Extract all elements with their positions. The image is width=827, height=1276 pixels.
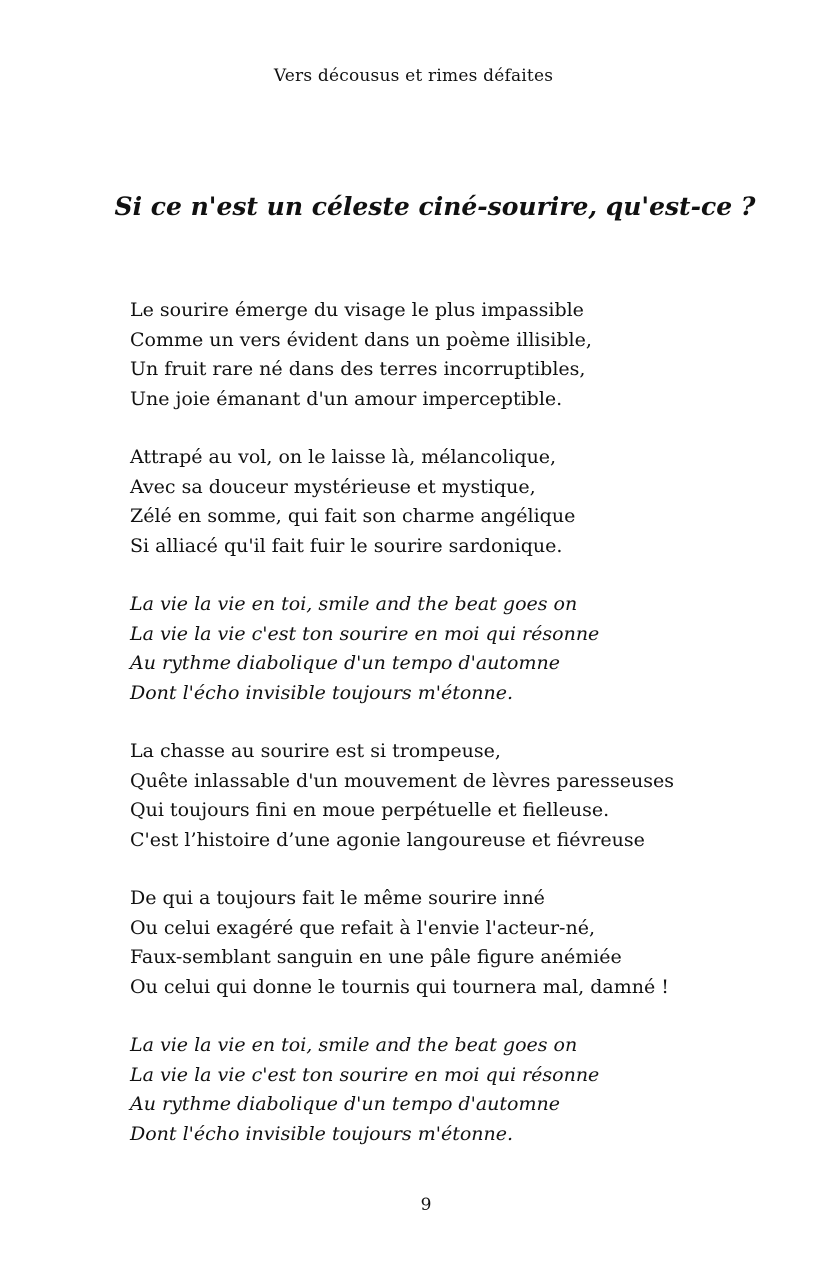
verse-line: Qui toujours fini en moue perpétuelle et fielleuse. [130, 799, 610, 821]
refrain-line: Dont l'écho invisible toujours m'étonne. [130, 681, 514, 704]
stanza-3 [130, 737, 790, 855]
refrain-line: La vie la vie en toi, smile and the beat goes on [130, 593, 578, 615]
refrain-line: La vie la vie c'est ton sourire en moi qui résonne [130, 622, 600, 645]
stanza-1 [130, 296, 790, 414]
verse-line: Faux-semblant sanguin en une pâle figure anémiée [130, 946, 622, 968]
verse-line: Ou celui qui donne le tournis qui tournera mal, damné ! [130, 975, 669, 998]
refrain-stanza-1 [130, 590, 790, 708]
verse-line: Comme un vers évident dans un poème illisible, [130, 328, 592, 351]
verse-line: De qui a toujours fait le même sourire inné [130, 887, 545, 909]
refrain-line: La vie la vie c'est ton sourire en moi qui résonne [130, 1063, 600, 1086]
verse-line: Zélé en somme, qui fait son charme angélique [130, 505, 576, 527]
poem-title: Si ce n'est un céleste ciné-sourire, qu'est-ce ? [114, 192, 756, 221]
verse-line: Si alliacé qu'il fait fuir le sourire sardonique. [130, 534, 563, 557]
refrain-line: Dont l'écho invisible toujours m'étonne. [130, 1122, 514, 1145]
stanza-2 [130, 443, 790, 561]
verse-line: Une joie émanant d'un amour imperceptible. [130, 387, 563, 410]
stanza-4 [130, 884, 790, 1002]
verse-line: Un fruit rare né dans des terres incorruptibles, [130, 358, 586, 380]
refrain-line: Au rythme diabolique d'un tempo d'automne [130, 1093, 560, 1115]
running-header: Vers décousus et rimes défaites [273, 66, 554, 86]
verse-line: Le sourire émerge du visage le plus impassible [130, 299, 584, 321]
verse-line: Attrapé au vol, on le laisse là, mélancolique, [130, 446, 557, 468]
verse-line: C'est l’histoire d’une agonie langoureuse et fiévreuse [130, 828, 645, 851]
verse-line: La chasse au sourire est si trompeuse, [130, 740, 501, 762]
verse-line: Ou celui exagéré que refait à l'envie l'acteur-né, [130, 916, 595, 939]
verse-line: Avec sa douceur mystérieuse et mystique, [130, 475, 536, 498]
verse-line: Quête inlassable d'un mouvement de lèvres paresseuses [130, 769, 674, 792]
refrain-line: Au rythme diabolique d'un tempo d'automne [130, 652, 560, 674]
refrain-line: La vie la vie en toi, smile and the beat goes on [130, 1034, 578, 1056]
poem-body [130, 296, 790, 1178]
refrain-stanza-2 [130, 1031, 790, 1149]
page-number: 9 [420, 1195, 432, 1215]
